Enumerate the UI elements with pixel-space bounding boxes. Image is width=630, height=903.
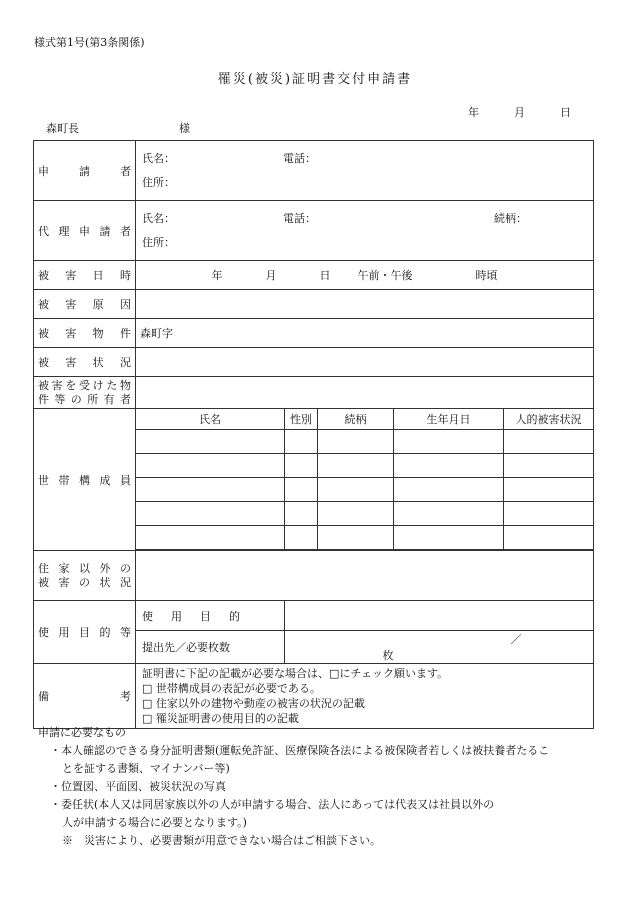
household-cell-sex[interactable] (285, 502, 318, 526)
date-day-label: 日 (560, 106, 571, 119)
household-col-sex: 性別 (285, 409, 318, 430)
damage-property-field[interactable] (136, 319, 594, 348)
household-cell-name[interactable] (136, 502, 285, 526)
agent-label: 代理申請者 (34, 201, 136, 261)
other-damage-label-line1: 住家以外の (38, 561, 131, 575)
applicant-name-label: 氏名： (142, 151, 175, 165)
date-month-label: 月 (514, 106, 525, 119)
household-cell-injury[interactable] (504, 454, 594, 478)
household-cell-relation[interactable] (318, 430, 394, 454)
applicant-phone-label: 電話： (283, 151, 316, 165)
household-col-birthdate: 生年月日 (394, 409, 504, 430)
household-cell-name[interactable] (136, 526, 285, 550)
damage-property-label: 被害物件 (34, 319, 136, 348)
applicant-row (34, 141, 594, 201)
damage-year-label: 年 (211, 269, 223, 282)
household-cell-birthdate[interactable] (394, 478, 504, 502)
application-date (468, 104, 571, 120)
household-cell-sex[interactable] (285, 478, 318, 502)
damage-cause-row (34, 290, 594, 319)
household-cell-birthdate[interactable] (394, 430, 504, 454)
household-cell-sex[interactable] (285, 430, 318, 454)
damage-status-field[interactable] (136, 348, 594, 377)
damage-hour-label: 時頃 (475, 269, 498, 282)
household-label: 世帯構成員 (34, 409, 136, 551)
damage-status-label: 被害状況 (34, 348, 136, 377)
household-cell-sex[interactable] (285, 454, 318, 478)
household-col-relation: 続柄 (318, 409, 394, 430)
applicant-field[interactable] (136, 141, 594, 201)
household-cell-birthdate[interactable] (394, 454, 504, 478)
form-number: 様式第1号(第3条関係) (34, 36, 145, 49)
owner-label (34, 377, 136, 409)
purpose-slash: ／ (510, 633, 522, 646)
household-cell-birthdate[interactable] (394, 502, 504, 526)
damage-datetime-row (34, 261, 594, 290)
notes-item1-line1: ・本人確認のできる身分証明書類(運転免許証、医療保険各法による被保険者若しくは被扶養者たるこ (50, 744, 550, 757)
notes-item1-line2: とを証する書類、マイナンバー等) (62, 762, 230, 775)
household-cell-name[interactable] (136, 454, 285, 478)
notes-item3-line2: 人が申請する場合に必要となります。) (62, 816, 247, 829)
purpose-submit-field[interactable] (285, 631, 594, 664)
household-cell-name[interactable] (136, 430, 285, 454)
household-cell-injury[interactable] (504, 526, 594, 550)
damage-ampm-label: 午前・午後 (357, 269, 413, 282)
agent-name-label: 氏名： (142, 211, 175, 225)
purpose-usage-row (34, 601, 594, 631)
purpose-count-unit: 枚 (382, 649, 394, 662)
household-cell-injury[interactable] (504, 478, 594, 502)
purpose-usage-label: 使用目的 (142, 609, 240, 623)
household-cell-name[interactable] (136, 478, 285, 502)
purpose-label: 使用目的等 (34, 601, 136, 664)
other-damage-field[interactable] (136, 551, 594, 601)
damage-cause-label: 被害原因 (34, 290, 136, 319)
household-cell-sex[interactable] (285, 526, 318, 550)
honorific: 様 (179, 122, 190, 135)
applicant-label: 申請者 (34, 141, 136, 201)
other-damage-row (34, 551, 594, 601)
damage-status-row (34, 348, 594, 377)
notes-heading: 申請に必要なもの (38, 726, 126, 739)
agent-address-label: 住所： (142, 235, 175, 249)
household-cell-relation[interactable] (318, 502, 394, 526)
household-cell-injury[interactable] (504, 430, 594, 454)
damage-property-value: 森町字 (140, 327, 173, 340)
agent-field[interactable] (136, 201, 594, 261)
purpose-usage-field[interactable] (285, 601, 594, 631)
damage-datetime-label: 被害日時 (34, 261, 136, 290)
remarks-checkbox-other-damage[interactable]: □ 住家以外の建物や動産の被害の状況の記載 (142, 697, 365, 710)
applicant-address-label: 住所： (142, 175, 175, 189)
remarks-checkbox-household[interactable]: □ 世帯構成員の表記が必要である。 (142, 682, 321, 695)
notes-item3-line1: ・委任状(本人又は同居家族以外の人が申請する場合、法人にあっては代表又は社員以外の (50, 798, 495, 811)
household-cell-relation[interactable] (318, 478, 394, 502)
damage-datetime-field[interactable] (136, 261, 594, 290)
damage-property-row (34, 319, 594, 348)
owner-label-line1: 被害を受けた物 (38, 378, 131, 392)
date-year-label: 年 (468, 106, 479, 119)
other-damage-label (34, 551, 136, 601)
purpose-usage-label-cell (136, 601, 285, 631)
owner-field[interactable] (136, 377, 594, 409)
remarks-intro: 証明書に下記の記載が必要な場合は、□にチェック願います。 (142, 667, 449, 680)
notes-item2: ・位置図、平面図、被災状況の写真 (50, 780, 226, 793)
remarks-checkbox-purpose[interactable]: □ 罹災証明書の使用目的の記載 (142, 712, 299, 725)
damage-cause-field[interactable] (136, 290, 594, 319)
form-title: 罹災(被災)証明書交付申請書 (217, 72, 413, 87)
required-documents-notes (38, 724, 598, 850)
damage-month-label: 月 (265, 269, 277, 282)
addressee-name: 森町長 (46, 122, 79, 135)
household-cell-injury[interactable] (504, 502, 594, 526)
agent-relation-label: 続柄： (494, 211, 527, 225)
agent-phone-label: 電話： (283, 211, 316, 225)
purpose-submit-label: 提出先／必要枚数 (136, 631, 285, 664)
notes-footnote: ※ 災害により、必要書類が用意できない場合はご相談下さい。 (62, 834, 381, 847)
other-damage-label-line2: 被害の状況 (38, 575, 131, 589)
remarks-row (34, 664, 594, 729)
household-col-injury: 人的被害状況 (504, 409, 594, 430)
household-cell-birthdate[interactable] (394, 526, 504, 550)
application-form-table (33, 140, 594, 729)
addressee (46, 120, 190, 136)
household-header-row (34, 409, 594, 430)
remarks-label: 備考 (34, 664, 136, 729)
household-cell-relation[interactable] (318, 526, 394, 550)
household-cell-relation[interactable] (318, 454, 394, 478)
owner-label-line2: 件等の所有者 (38, 392, 131, 406)
remarks-field (136, 664, 594, 729)
agent-row (34, 201, 594, 261)
household-col-name: 氏名 (136, 409, 285, 430)
owner-row (34, 377, 594, 409)
damage-day-label: 日 (319, 269, 331, 282)
